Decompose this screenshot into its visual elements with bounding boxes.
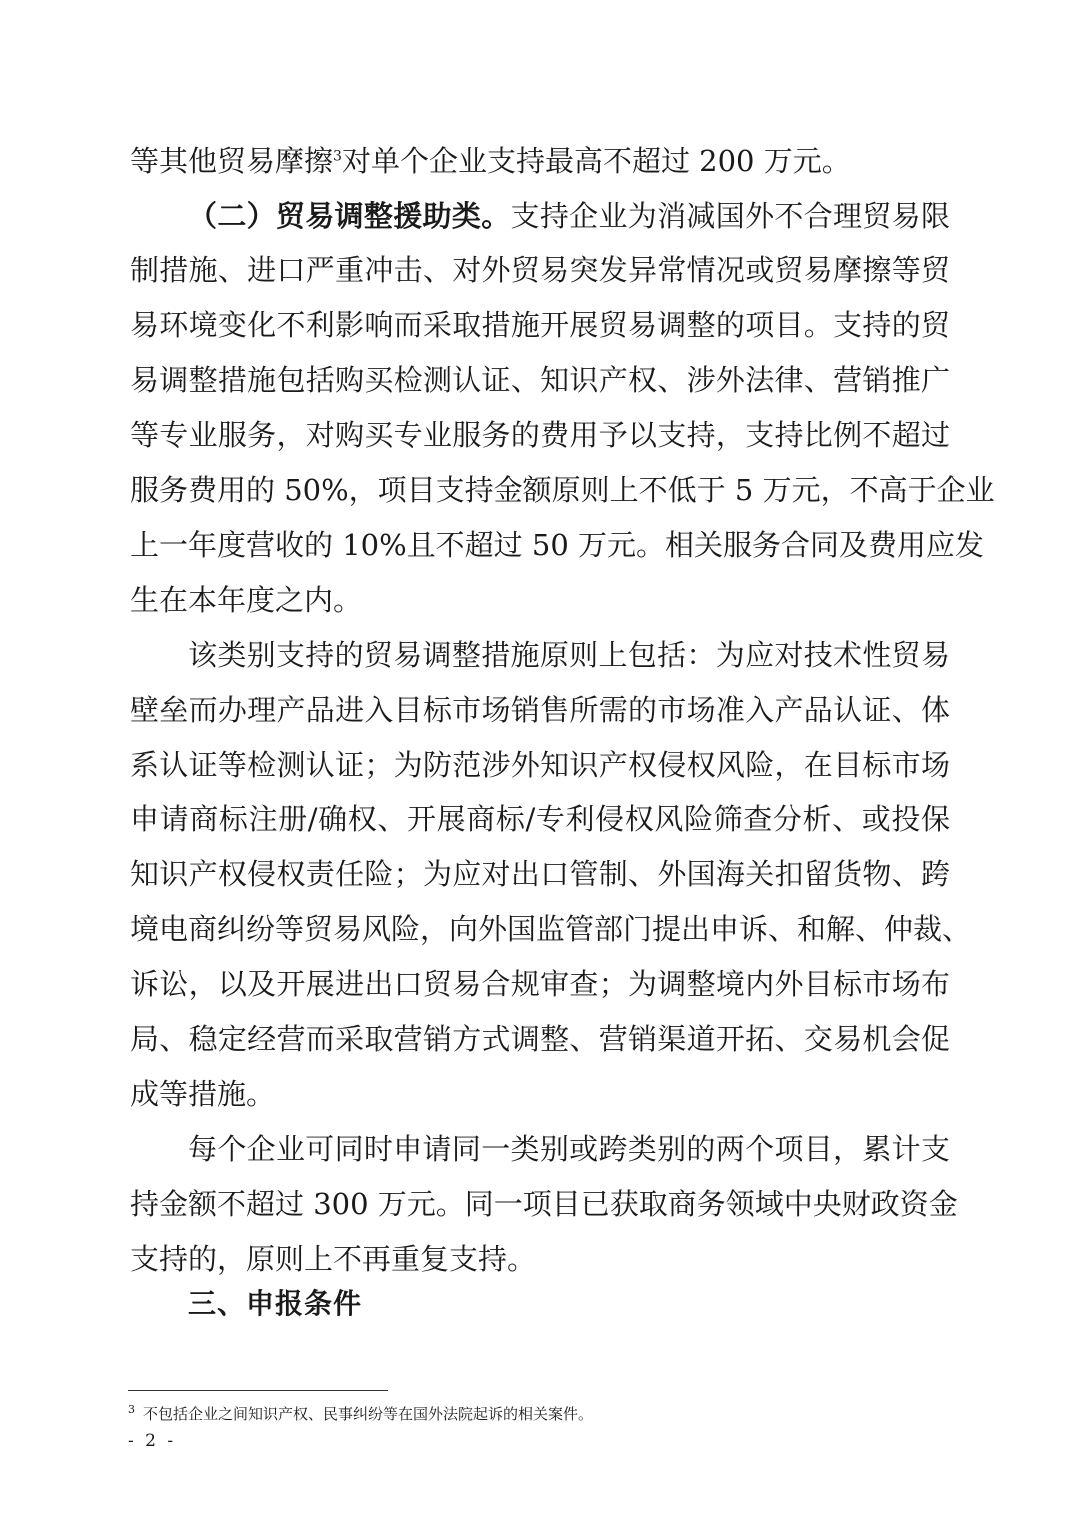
paragraph-line: 该类别支持的贸易调整措施原则上包括：为应对技术性贸易	[188, 638, 950, 672]
paragraph-line: 境电商纠纷等贸易风险，向外国监管部门提出申诉、和解、仲裁、	[130, 912, 972, 946]
text-segment: 等其他贸易摩擦	[130, 144, 334, 178]
page-number: - 2 -	[128, 1431, 177, 1451]
paragraph-line: 支持的，原则上不再重复支持。	[130, 1242, 537, 1276]
paragraph-line: 上一年度营收的 10%且不超过 50 万元。相关服务合同及费用应发	[130, 528, 985, 562]
paragraph-line: 等专业服务，对购买专业服务的费用予以支持，支持比例不超过	[130, 418, 950, 452]
text-segment: 支持企业为消减国外不合理贸易限	[510, 199, 950, 233]
text-segment: 对单个企业支持最高不超过 200 万元。	[341, 144, 851, 178]
paragraph-line: 知识产权侵权责任险；为应对出口管制、外国海关扣留货物、跨	[130, 857, 950, 891]
paragraph-line: 申请商标注册/确权、开展商标/专利侵权风险筛查分析、或投保	[130, 802, 950, 836]
paragraph-line: 持金额不超过 300 万元。同一项目已获取商务领域中央财政资金	[130, 1187, 958, 1221]
paragraph-line: 制措施、进口严重冲击、对外贸易突发异常情况或贸易摩擦等贸	[130, 253, 950, 287]
paragraph-line: 诉讼，以及开展进出口贸易合规审查；为调整境内外目标市场布	[130, 967, 950, 1001]
paragraph-line: 成等措施。	[130, 1077, 276, 1111]
paragraph-line: 易环境变化不利影响而采取措施开展贸易调整的项目。支持的贸	[130, 308, 950, 342]
footnote-reference: 3	[333, 148, 342, 165]
footnote-mark: 3	[128, 1403, 135, 1416]
footnote	[128, 1404, 593, 1424]
footnote-text: 不包括企业之间知识产权、民事纠纷等在国外法院起诉的相关案件。	[143, 1405, 594, 1423]
paragraph-line: 壁垒而办理产品进入目标市场销售所需的市场准入产品认证、体	[130, 693, 950, 727]
subsection-title: （二）贸易调整援助类。	[188, 199, 511, 233]
section-heading: 三、申报条件	[188, 1287, 363, 1320]
paragraph-line	[188, 198, 950, 234]
paragraph-line: 生在本年度之内。	[130, 583, 363, 617]
paragraph-line: 易调整措施包括购买检测认证、知识产权、涉外法律、营销推广	[130, 363, 950, 397]
paragraph-line: 每个企业可同时申请同一类别或跨类别的两个项目，累计支	[188, 1132, 950, 1166]
paragraph-line: 服务费用的 50%，项目支持金额原则上不低于 5 万元，不高于企业	[130, 473, 995, 507]
footnote-divider	[128, 1390, 388, 1391]
paragraph-line	[130, 143, 950, 179]
paragraph-line: 系认证等检测认证；为防范涉外知识产权侵权风险，在目标市场	[130, 748, 950, 782]
paragraph-line: 局、稳定经营而采取营销方式调整、营销渠道开拓、交易机会促	[130, 1022, 950, 1056]
